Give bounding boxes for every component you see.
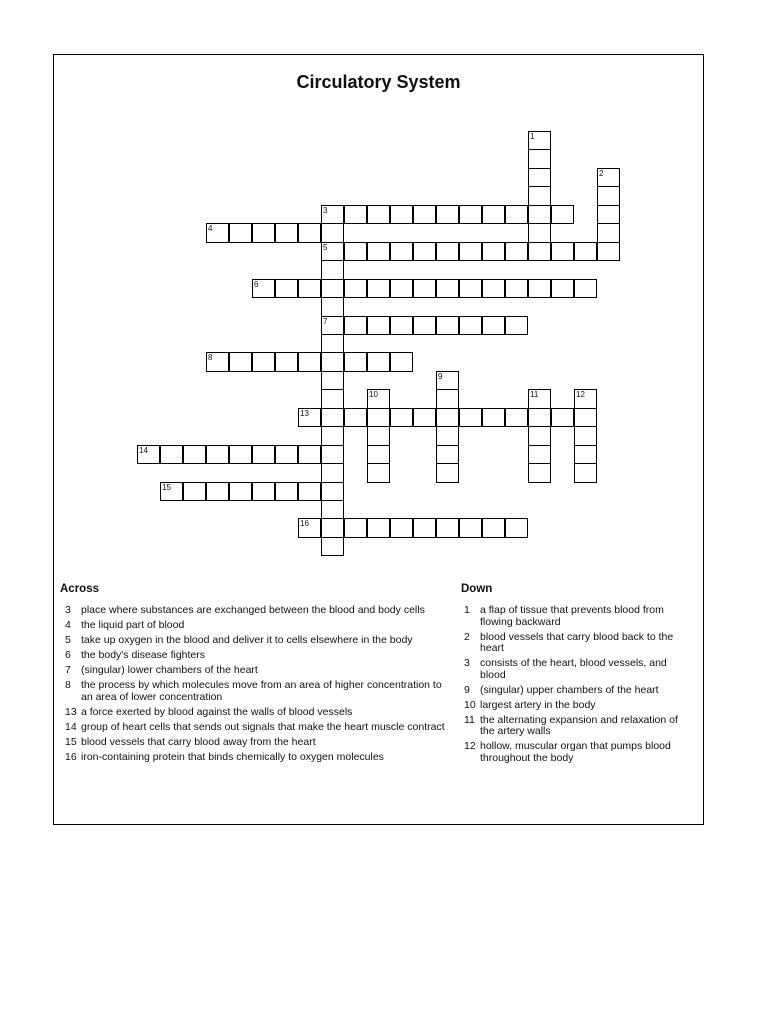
clue-text: the liquid part of blood <box>81 619 185 631</box>
grid-cell[interactable] <box>505 408 528 427</box>
grid-cell[interactable] <box>459 279 482 298</box>
cell-number: 5 <box>323 243 328 252</box>
grid-cell[interactable] <box>436 445 459 464</box>
grid-cell[interactable] <box>321 260 344 280</box>
grid-cell[interactable] <box>413 205 436 224</box>
grid-cell[interactable] <box>528 445 551 464</box>
across-clue <box>53 752 449 764</box>
grid-cell[interactable] <box>505 518 528 538</box>
grid-cell[interactable] <box>390 279 413 298</box>
grid-cell[interactable] <box>528 279 551 298</box>
grid-cell[interactable] <box>413 316 436 335</box>
grid-cell[interactable] <box>321 426 344 446</box>
cell-number: 3 <box>323 206 328 215</box>
grid-cell[interactable] <box>252 482 275 501</box>
grid-cell[interactable] <box>390 408 413 427</box>
grid-cell[interactable] <box>551 408 574 427</box>
clue-number: 10 <box>464 698 476 711</box>
clue-number: 16 <box>65 750 77 763</box>
grid-cell[interactable] <box>298 279 321 298</box>
grid-cell[interactable] <box>528 389 551 409</box>
cell-number: 9 <box>438 372 443 381</box>
grid-cell[interactable] <box>229 482 252 501</box>
clue-number: 2 <box>464 630 470 643</box>
grid-cell[interactable] <box>344 518 367 538</box>
grid-cell[interactable] <box>206 223 229 243</box>
clue-number: 7 <box>65 664 71 676</box>
grid-cell[interactable] <box>505 205 528 224</box>
cell-number: 1 <box>530 132 535 141</box>
down-clue-list <box>452 605 690 768</box>
grid-cell[interactable] <box>321 352 344 372</box>
grid-cell[interactable] <box>528 463 551 483</box>
cell-number: 6 <box>254 280 259 289</box>
grid-cell[interactable] <box>183 445 206 464</box>
clue-text: hollow, muscular organ that pumps blood throughout the body <box>480 740 671 764</box>
down-heading: Down <box>461 583 493 595</box>
grid-cell[interactable] <box>574 445 597 464</box>
across-clue <box>53 737 449 749</box>
clue-number: 5 <box>65 634 71 646</box>
grid-cell[interactable] <box>298 223 321 243</box>
grid-cell[interactable] <box>344 408 367 427</box>
grid-cell[interactable] <box>344 279 367 298</box>
grid-cell[interactable] <box>229 445 252 464</box>
cell-number: 14 <box>139 446 148 455</box>
grid-cell[interactable] <box>229 223 252 243</box>
clue-number: 15 <box>65 735 77 748</box>
grid-cell[interactable] <box>459 242 482 261</box>
grid-cell[interactable] <box>390 518 413 538</box>
clue-text: group of heart cells that sends out signals that make the heart muscle contract <box>81 720 445 733</box>
grid-cell[interactable] <box>183 482 206 501</box>
grid-cell[interactable] <box>551 205 574 224</box>
grid-cell[interactable] <box>528 223 551 243</box>
grid-cell[interactable] <box>298 482 321 501</box>
grid-cell[interactable] <box>344 242 367 261</box>
grid-cell[interactable] <box>528 426 551 446</box>
grid-cell[interactable] <box>482 408 505 427</box>
grid-cell[interactable] <box>275 482 298 501</box>
grid-cell[interactable] <box>528 408 551 427</box>
grid-cell[interactable] <box>528 186 551 206</box>
grid-cell[interactable] <box>206 445 229 464</box>
clue-text: iron-containing protein that binds chemically to oxygen molecules <box>81 750 384 763</box>
cell-number: 13 <box>300 409 309 418</box>
grid-cell[interactable] <box>321 408 344 427</box>
grid-cell[interactable] <box>367 389 390 409</box>
grid-cell[interactable] <box>390 205 413 224</box>
cell-number: 4 <box>208 224 213 233</box>
clue-text: the process by which molecules move from an area of higher concentration to an area of lower concentration <box>81 679 442 703</box>
grid-cell[interactable] <box>321 297 344 317</box>
clue-text: the body's disease fighters <box>81 649 205 661</box>
down-clue <box>452 715 690 738</box>
across-heading: Across <box>60 583 99 595</box>
grid-cell[interactable] <box>252 223 275 243</box>
grid-cell[interactable] <box>459 316 482 335</box>
grid-cell[interactable] <box>321 537 344 556</box>
clue-text: (singular) upper chambers of the heart <box>480 683 659 696</box>
down-clue <box>452 741 690 764</box>
grid-cell[interactable] <box>321 389 344 409</box>
cell-number: 15 <box>162 483 171 492</box>
grid-cell[interactable] <box>367 445 390 464</box>
grid-cell[interactable] <box>390 242 413 261</box>
down-clue <box>452 605 690 628</box>
clue-number: 3 <box>65 604 71 616</box>
grid-cell[interactable] <box>367 518 390 538</box>
grid-cell[interactable] <box>459 518 482 538</box>
grid-cell[interactable] <box>413 408 436 427</box>
grid-cell[interactable] <box>413 279 436 298</box>
clue-number: 14 <box>65 720 77 733</box>
clue-text: the alternating expansion and relaxation of the artery walls <box>480 713 678 737</box>
grid-cell[interactable] <box>505 279 528 298</box>
down-clue <box>452 658 690 681</box>
grid-cell[interactable] <box>436 371 459 390</box>
grid-cell[interactable] <box>597 205 620 224</box>
grid-cell[interactable] <box>390 316 413 335</box>
grid-cell[interactable] <box>298 408 321 427</box>
clue-number: 11 <box>464 713 475 726</box>
grid-cell[interactable] <box>574 426 597 446</box>
across-clue <box>53 665 449 677</box>
grid-cell[interactable] <box>436 518 459 538</box>
grid-cell[interactable] <box>298 352 321 372</box>
grid-cell[interactable] <box>597 223 620 243</box>
clue-text: a force exerted by blood against the walls of blood vessels <box>81 705 353 718</box>
grid-cell[interactable] <box>275 445 298 464</box>
grid-cell[interactable] <box>160 482 183 501</box>
grid-cell[interactable] <box>367 426 390 446</box>
grid-cell[interactable] <box>344 316 367 335</box>
grid-cell[interactable] <box>459 205 482 224</box>
clue-number: 9 <box>464 683 470 696</box>
grid-cell[interactable] <box>459 408 482 427</box>
clue-text: blood vessels that carry blood back to the heart <box>480 630 674 654</box>
grid-cell[interactable] <box>275 279 298 298</box>
grid-cell[interactable] <box>574 389 597 409</box>
grid-cell[interactable] <box>597 242 620 261</box>
grid-cell[interactable] <box>413 242 436 261</box>
clue-number: 13 <box>65 705 77 718</box>
grid-cell[interactable] <box>298 445 321 464</box>
grid-cell[interactable] <box>160 445 183 464</box>
grid-cell[interactable] <box>321 334 344 353</box>
grid-cell[interactable] <box>436 408 459 427</box>
grid-cell[interactable] <box>321 223 344 243</box>
grid-cell[interactable] <box>528 149 551 169</box>
grid-cell[interactable] <box>436 389 459 409</box>
across-clue <box>53 722 449 734</box>
cell-number: 16 <box>300 519 309 528</box>
across-clue <box>53 650 449 662</box>
grid-cell[interactable] <box>252 279 275 298</box>
grid-cell[interactable] <box>367 242 390 261</box>
clue-number: 8 <box>65 679 71 691</box>
grid-cell[interactable] <box>436 279 459 298</box>
grid-cell[interactable] <box>574 463 597 483</box>
grid-cell[interactable] <box>528 242 551 261</box>
grid-cell[interactable] <box>528 131 551 150</box>
grid-cell[interactable] <box>482 205 505 224</box>
clue-text: place where substances are exchanged between the blood and body cells <box>81 604 425 616</box>
grid-cell[interactable] <box>321 316 344 335</box>
clue-text: a flap of tissue that prevents blood from flowing backward <box>480 604 664 628</box>
grid-cell[interactable] <box>505 242 528 261</box>
grid-cell[interactable] <box>275 352 298 372</box>
grid-cell[interactable] <box>528 205 551 224</box>
grid-cell[interactable] <box>252 445 275 464</box>
grid-cell[interactable] <box>206 352 229 372</box>
grid-cell[interactable] <box>321 463 344 483</box>
grid-cell[interactable] <box>321 482 344 501</box>
cell-number: 11 <box>530 390 539 399</box>
grid-cell[interactable] <box>597 186 620 206</box>
grid-cell[interactable] <box>413 518 436 538</box>
grid-cell[interactable] <box>482 242 505 261</box>
across-clue <box>53 620 449 632</box>
clue-number: 12 <box>464 740 476 752</box>
page-title: Circulatory System <box>296 72 461 92</box>
grid-cell[interactable] <box>367 463 390 483</box>
grid-cell[interactable] <box>321 205 344 224</box>
clue-number: 6 <box>65 649 71 661</box>
clue-text: largest artery in the body <box>480 698 596 711</box>
grid-cell[interactable] <box>551 242 574 261</box>
grid-cell[interactable] <box>367 205 390 224</box>
grid-cell[interactable] <box>298 518 321 538</box>
grid-cell[interactable] <box>597 168 620 187</box>
grid-cell[interactable] <box>482 316 505 335</box>
across-clue <box>53 635 449 647</box>
across-clue <box>53 605 449 617</box>
grid-cell[interactable] <box>528 168 551 187</box>
clue-text: blood vessels that carry blood away from the heart <box>81 735 316 748</box>
grid-cell[interactable] <box>321 279 344 298</box>
grid-cell[interactable] <box>482 518 505 538</box>
grid-cell[interactable] <box>275 223 298 243</box>
grid-cell[interactable] <box>390 352 413 372</box>
across-clue-list <box>53 605 449 767</box>
grid-cell[interactable] <box>321 371 344 390</box>
grid-cell[interactable] <box>252 352 275 372</box>
grid-cell[interactable] <box>436 463 459 483</box>
cell-number: 8 <box>208 353 213 362</box>
grid-cell[interactable] <box>436 316 459 335</box>
grid-cell[interactable] <box>367 316 390 335</box>
cell-number: 7 <box>323 317 328 326</box>
grid-cell[interactable] <box>436 426 459 446</box>
grid-cell[interactable] <box>206 482 229 501</box>
cell-number: 10 <box>369 390 378 399</box>
across-clue <box>53 680 449 703</box>
grid-cell[interactable] <box>321 518 344 538</box>
grid-cell[interactable] <box>229 352 252 372</box>
grid-cell[interactable] <box>137 445 160 464</box>
down-clue <box>452 632 690 655</box>
clue-number: 3 <box>464 657 470 669</box>
down-clue <box>452 700 690 712</box>
grid-cell[interactable] <box>367 279 390 298</box>
grid-cell[interactable] <box>344 205 367 224</box>
clue-text: take up oxygen in the blood and deliver it to cells elsewhere in the body <box>81 634 413 646</box>
down-clue <box>452 685 690 697</box>
grid-cell[interactable] <box>344 352 367 372</box>
grid-cell[interactable] <box>436 205 459 224</box>
grid-cell[interactable] <box>505 316 528 335</box>
across-clue <box>53 707 449 719</box>
grid-cell[interactable] <box>436 242 459 261</box>
grid-cell[interactable] <box>482 279 505 298</box>
cell-number: 2 <box>599 169 604 178</box>
grid-cell[interactable] <box>321 500 344 519</box>
grid-cell[interactable] <box>551 279 574 298</box>
grid-cell[interactable] <box>367 408 390 427</box>
clue-number: 4 <box>65 619 71 631</box>
grid-cell[interactable] <box>574 242 597 261</box>
clue-text: consists of the heart, blood vessels, and blood <box>480 657 667 681</box>
grid-cell[interactable] <box>574 279 597 298</box>
cell-number: 12 <box>576 390 585 399</box>
grid-cell[interactable] <box>367 352 390 372</box>
grid-cell[interactable] <box>321 242 344 261</box>
grid-cell[interactable] <box>574 408 597 427</box>
clue-number: 1 <box>464 604 470 616</box>
clue-text: (singular) lower chambers of the heart <box>81 664 258 676</box>
grid-cell[interactable] <box>321 445 344 464</box>
